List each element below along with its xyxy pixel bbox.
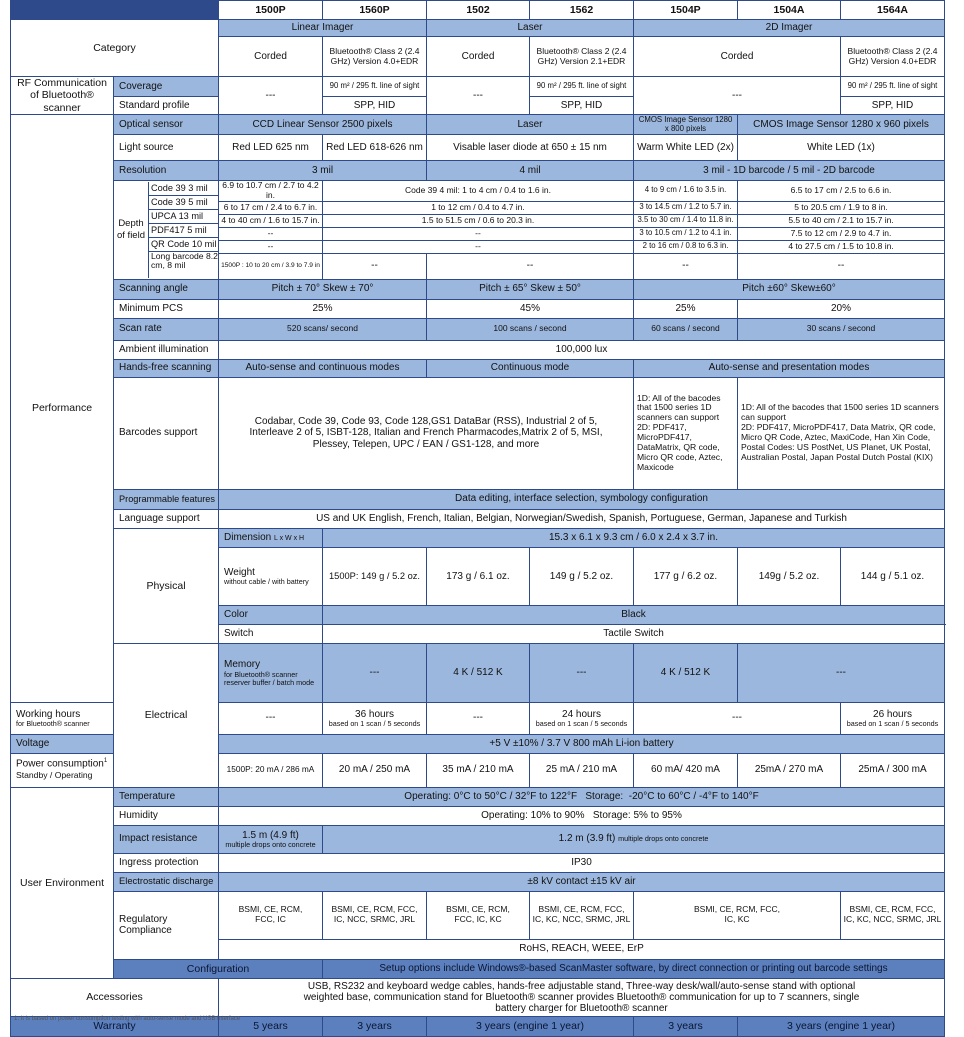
power-sub: Standby / Operating [16,770,93,781]
row-label: Programmable features [114,489,219,509]
accessories-value: USB, RS232 and keyboard wedge cables, hands-free adjustable stand, Three-way desk/wall/auto-sense stand with optional weighted base, communication stand for Bluetooth® scanner provides Bluetooth® communication for up to 7 scanners, single battery charger for Bluetooth® scanner [219,978,945,1016]
category-bt: Bluetooth® Class 2 (2.4 GHz) Version 4.0+EDR [323,37,427,77]
power-value: 35 mA / 210 mA [427,753,530,787]
configuration-value: Setup options include Windows®-based ScanMaster software, by direct connection or printing out barcode settings [323,959,945,978]
rf-coverage-row [11,77,945,97]
working-hours-label: Working hours [16,708,81,720]
regulatory-row [11,891,945,939]
row-label [11,753,114,787]
row-label: Regulatory Compliance [114,891,219,959]
rate-value: 100 scans / second [427,318,634,340]
resolution-value: 4 mil [427,161,634,181]
category-label: Category [11,20,219,77]
weight-sub: without cable / with battery [224,577,309,587]
spec-table [10,0,945,1037]
memory-label: Memory [224,659,261,671]
performance-group-label: Performance [11,115,114,703]
dof-linear: -- [219,240,323,253]
ambient-value: 100,000 lux [219,340,945,359]
dof-1504p: 4 to 9 cm / 1.6 to 3.5 in. [634,181,738,202]
pcs-row [11,299,945,318]
dof-1504p: 3 to 14.5 cm / 1.2 to 5.7 in. [634,201,738,214]
temperature-value: Operating: 0°C to 50°C / 32°F to 122°F Storage: -20°C to 60°C / -4°F to 140°F [219,787,945,806]
rate-value: 30 scans / second [738,318,945,340]
regulatory-value: BSMI, CE, RCM, FCC, IC, NCC, SRMC, JRL [323,891,427,939]
category-corded: Corded [219,37,323,77]
dof-linear: -- [219,227,323,240]
optical-value: Laser [427,115,634,135]
category-bt: Bluetooth® Class 2 (2.4 GHz) Version 4.0+EDR [841,37,945,77]
memory-value: --- [738,644,945,703]
header-blank [11,1,219,20]
angle-value: Pitch ±60° Skew±60° [634,279,945,299]
dof-code-label: QR Code 10 mil [149,238,218,252]
optical-value: CCD Linear Sensor 2500 pixels [219,115,427,135]
programmable-row [11,489,945,509]
dof-dash: -- [634,253,738,279]
weight-value: 149 g / 5.2 oz. [530,547,634,606]
working-hours-value: --- [634,702,841,734]
dof-1504a: 6.5 to 17 cm / 2.5 to 6.6 in. [738,181,945,202]
rohs-value: RoHS, REACH, WEEE, ErP [219,939,945,959]
memory-value: --- [323,644,427,703]
dof-dash: -- [427,253,634,279]
row-label [219,547,323,606]
optical-row [11,115,945,135]
working-hours-value [323,702,427,734]
light-value: White LED (1x) [738,135,945,161]
environment-group-label: User Environment [11,787,114,978]
dof-linear: 6 to 17 cm / 2.4 to 6.7 in. [219,201,323,214]
light-row [11,135,945,161]
dof-linear: 4 to 40 cm / 1.6 to 15.7 in. [219,214,323,227]
impact-sub: multiple drops onto concrete [618,834,709,844]
regulatory-value: BSMI, CE, RCM, FCC, IC, KC [427,891,530,939]
category-bt: Bluetooth® Class 2 (2.4 GHz) Version 2.1+EDR [530,37,634,77]
dof-dash: -- [323,253,427,279]
optical-value: CMOS Image Sensor 1280 x 800 pixels [634,115,738,135]
memory-value: --- [530,644,634,703]
row-label: Coverage [114,77,219,97]
dof-laser: Code 39 4 mil: 1 to 4 cm / 0.4 to 1.6 in. [323,181,634,202]
rf-dash: --- [219,77,323,115]
rf-group-label: RF Communication of Bluetooth® scanner [11,77,114,115]
row-label [219,644,323,703]
hands-free-row [11,359,945,377]
humidity-row [11,806,945,825]
hands-free-value: Continuous mode [427,359,634,377]
ingress-row [11,853,945,872]
temperature-row [11,787,945,806]
switch-value: Tactile Switch [323,625,945,644]
pcs-value: 25% [219,299,427,318]
light-value: Warm White LED (2x) [634,135,738,161]
dof-1504p: 3.5 to 30 cm / 1.4 to 11.8 in. [634,214,738,227]
memory-value: 4 K / 512 K [634,644,738,703]
light-value: Visable laser diode at 650 ± 15 nm [427,135,634,161]
working-hours-value [530,702,634,734]
model-header: 1504A [738,1,841,20]
dof-dash: -- [738,253,945,279]
header-row [11,1,945,20]
rf-coverage: 90 m² / 295 ft. line of sight [530,77,634,97]
electrical-group-label: Electrical [114,644,219,788]
power-label: Power consumption [16,758,104,770]
hands-free-value: Auto-sense and continuous modes [219,359,427,377]
dof-code-label: Code 39 3 mil [149,182,218,196]
dof-laser: -- [323,240,634,253]
language-value: US and UK English, French, Italian, Belgian, Norwegian/Swedish, Spanish, Portuguese, German, Japanese and Turkish [219,509,945,528]
model-header: 1564A [841,1,945,20]
row-label: Standard profile [114,97,219,115]
row-label: Minimum PCS [114,299,219,318]
dof-laser: 1.5 to 51.5 cm / 0.6 to 20.3 in. [323,214,634,227]
pcs-value: 20% [738,299,945,318]
rf-dash: --- [634,77,841,115]
dof-code-label: Long barcode 8.2 cm, 8 mil [151,250,218,270]
dof-1504a: 4 to 27.5 cm / 1.5 to 10.8 in. [738,240,945,253]
barcodes-1504a: 1D: All of the bacodes that 1500 series 1D scanners can support 2D: PDF417, MicroPDF417, Data Matrix, QR code, Micro QR Code, Aztec, MaxiCode, Han Xin Code, Postal Codes: US PostNet, US Planet, UK Postal, Australian Postal, Japan Postal Dutch Postal (KIX) [738,377,945,489]
angle-value: Pitch ± 65° Skew ± 50° [427,279,634,299]
row-label: Language support [114,509,219,528]
dof-code-label: UPCA 13 mil [149,210,218,224]
category-2d: 2D Imager [634,20,945,37]
regulatory-value: BSMI, CE, RCM, FCC, IC, KC [634,891,841,939]
warranty-value: 3 years [323,1016,427,1036]
power-value: 20 mA / 250 mA [323,753,427,787]
working-hours-sub: for Bluetooth® scanner [16,719,90,728]
row-label: Impact resistance [114,825,219,853]
dof-1504p: 3 to 10.5 cm / 1.2 to 4.1 in. [634,227,738,240]
accessories-row [11,978,945,1016]
power-footnote-mark: 1 [103,758,108,765]
row-label [219,528,323,547]
impact-row [11,825,945,853]
weight-value: 149g / 5.2 oz. [738,547,841,606]
dimension-sub: L x W x H [274,534,305,542]
category-laser: Laser [427,20,634,37]
resolution-value: 3 mil - 1D barcode / 5 mil - 2D barcode [634,161,945,181]
power-value: 60 mA/ 420 mA [634,753,738,787]
model-header: 1562 [530,1,634,20]
warranty-value: 3 years [634,1016,738,1036]
rf-coverage: 90 m² / 295 ft. line of sight [323,77,427,97]
row-label: Temperature [114,787,219,806]
barcodes-row [11,377,945,489]
dimension-label: Dimension [224,531,272,543]
dimension-value: 15.3 x 6.1 x 9.3 cm / 6.0 x 2.4 x 3.7 in. [323,528,945,547]
hands-free-value: Auto-sense and presentation modes [634,359,945,377]
row-label: Optical sensor [114,115,219,135]
pcs-value: 25% [634,299,738,318]
power-value: 25mA / 300 mA [841,753,945,787]
ambient-row [11,340,945,359]
row-label: Switch [219,625,323,644]
dof-label-cell [114,181,219,280]
working-hours-value: --- [219,702,323,734]
weight-value: 177 g / 6.2 oz. [634,547,738,606]
programmable-value: Data editing, interface selection, symbology configuration [219,489,945,509]
configuration-row [11,959,945,978]
esd-row [11,872,945,891]
rf-profile: SPP, HID [323,97,427,115]
model-header: 1504P [634,1,738,20]
regulatory-value: BSMI, CE, RCM, FCC, IC [219,891,323,939]
accessories-label: Accessories [11,978,219,1016]
weight-value: 1500P: 149 g / 5.2 oz. [323,547,427,606]
dimension-row [11,528,945,547]
esd-value: ±8 kV contact ±15 kV air [219,872,945,891]
row-label: Barcodes support [114,377,219,489]
humidity-value: Operating: 10% to 90% Storage: 5% to 95% [219,806,945,825]
impact-main: 1.5 m (4.9 ft) [242,829,299,841]
model-header: 1500P [219,1,323,20]
power-value: 25 mA / 210 mA [530,753,634,787]
weight-value: 144 g / 5.1 oz. [841,547,945,606]
pcs-value: 45% [427,299,634,318]
power-value: 1500P: 20 mA / 286 mA [219,753,323,787]
row-label [11,702,114,734]
color-value: Black [323,606,945,625]
voltage-value: +5 V ±10% / 3.7 V 800 mAh Li-ion battery [219,734,945,753]
dof-long-1500p: 1500P : 10 to 20 cm / 3.9 to 7.9 in [219,253,323,279]
physical-group-label: Physical [114,528,219,644]
working-hours-main: 36 hours [355,708,394,720]
dof-label: Depth of field [117,218,145,241]
category-corded: Corded [634,37,841,77]
dof-code-label: PDF417 5 mil [149,224,218,238]
category-type-row [11,20,945,37]
resolution-row [11,161,945,181]
row-label: Scanning angle [114,279,219,299]
dof-1504a: 5.5 to 40 cm / 2.1 to 15.7 in. [738,214,945,227]
warranty-value: 3 years (engine 1 year) [427,1016,634,1036]
light-value: Red LED 625 nm [219,135,323,161]
warranty-label: Warranty [11,1016,219,1036]
memory-value: 4 K / 512 K [427,644,530,703]
rf-dash: --- [427,77,530,115]
dof-laser: 1 to 12 cm / 0.4 to 4.7 in. [323,201,634,214]
memory-sub: for Bluetooth® scanner reserver buffer / batch mode [224,669,315,687]
working-hours-main: 26 hours [873,708,912,720]
row-label: Electrostatic discharge [114,872,219,891]
row-label: Ingress protection [114,853,219,872]
working-hours-main: 24 hours [562,708,601,720]
row-label: Ambient illumination [114,340,219,359]
angle-value: Pitch ± 70° Skew ± 70° [219,279,427,299]
footnote: 1. It is based on power consumption testing with auto-sense mode and USB interface [14,1016,241,1022]
category-linear: Linear Imager [219,20,427,37]
ingress-value: IP30 [219,853,945,872]
barcodes-main: Codabar, Code 39, Code 93, Code 128,GS1 DataBar (RSS), Industrial 2 of 5, Interleave 2 of 5, ISBT-128, Italian and French Pharmacodes,Matrix 2 of 5, MSI, Plessey, Telepen, UPC / EAN / GS1-128, and more [219,377,634,489]
dof-1504a: 5 to 20.5 cm / 1.9 to 8 in. [738,201,945,214]
row-label: Voltage [11,734,114,753]
dof-linear: 6.9 to 10.7 cm / 2.7 to 4.2 in. [219,181,323,202]
weight-label: Weight [224,566,255,578]
working-hours-note: based on 1 scan / 5 seconds [328,719,421,728]
power-value: 25mA / 270 mA [738,753,841,787]
category-corded: Corded [427,37,530,77]
resolution-value: 3 mil [219,161,427,181]
dof-laser: -- [323,227,634,240]
working-hours-note: based on 1 scan / 5 seconds [846,719,939,728]
row-label: Color [219,606,323,625]
configuration-label: Configuration [114,959,323,978]
warranty-value: 3 years (engine 1 year) [738,1016,945,1036]
row-label: Hands-free scanning [114,359,219,377]
row-label: Scan rate [114,318,219,340]
working-hours-value: --- [427,702,530,734]
barcodes-1504p: 1D: All of the bacodes that 1500 series 1D scanners can support 2D: PDF417, MicroPDF417, DataMatrix, QR code, Micro QR code, Aztec, Maxicode [634,377,738,489]
warranty-value: 5 years [219,1016,323,1036]
row-label: Resolution [114,161,219,181]
rate-value: 520 scans/ second [219,318,427,340]
memory-row [11,644,945,703]
rf-profile: SPP, HID [530,97,634,115]
impact-main: 1.2 m (3.9 ft) [558,833,616,845]
rate-row [11,318,945,340]
regulatory-value: BSMI, CE, RCM, FCC, IC, KC, NCC, SRMC, JRL [530,891,634,939]
weight-value: 173 g / 6.1 oz. [427,547,530,606]
model-header: 1502 [427,1,530,20]
row-label: Light source [114,135,219,161]
dof-code-label: Code 39 5 mil [149,196,218,210]
optical-value: CMOS Image Sensor 1280 x 960 pixels [738,115,945,135]
rate-value: 60 scans / second [634,318,738,340]
impact-value [219,825,323,853]
dof-row [11,181,945,202]
language-row [11,509,945,528]
impact-sub: multiple drops onto concrete [225,840,316,849]
rf-profile: SPP, HID [841,97,945,115]
regulatory-value: BSMI, CE, RCM, FCC, IC, KC, NCC, SRMC, JRL [841,891,945,939]
row-label: Humidity [114,806,219,825]
working-hours-value [841,702,945,734]
dof-1504p: 2 to 16 cm / 0.8 to 6.3 in. [634,240,738,253]
rf-coverage: 90 m² / 295 ft. line of sight [841,77,945,97]
model-header: 1560P [323,1,427,20]
impact-value [323,825,945,853]
dof-1504a: 7.5 to 12 cm / 2.9 to 4.7 in. [738,227,945,240]
angle-row [11,279,945,299]
light-value: Red LED 618-626 nm [323,135,427,161]
working-hours-note: based on 1 scan / 5 seconds [535,719,628,728]
